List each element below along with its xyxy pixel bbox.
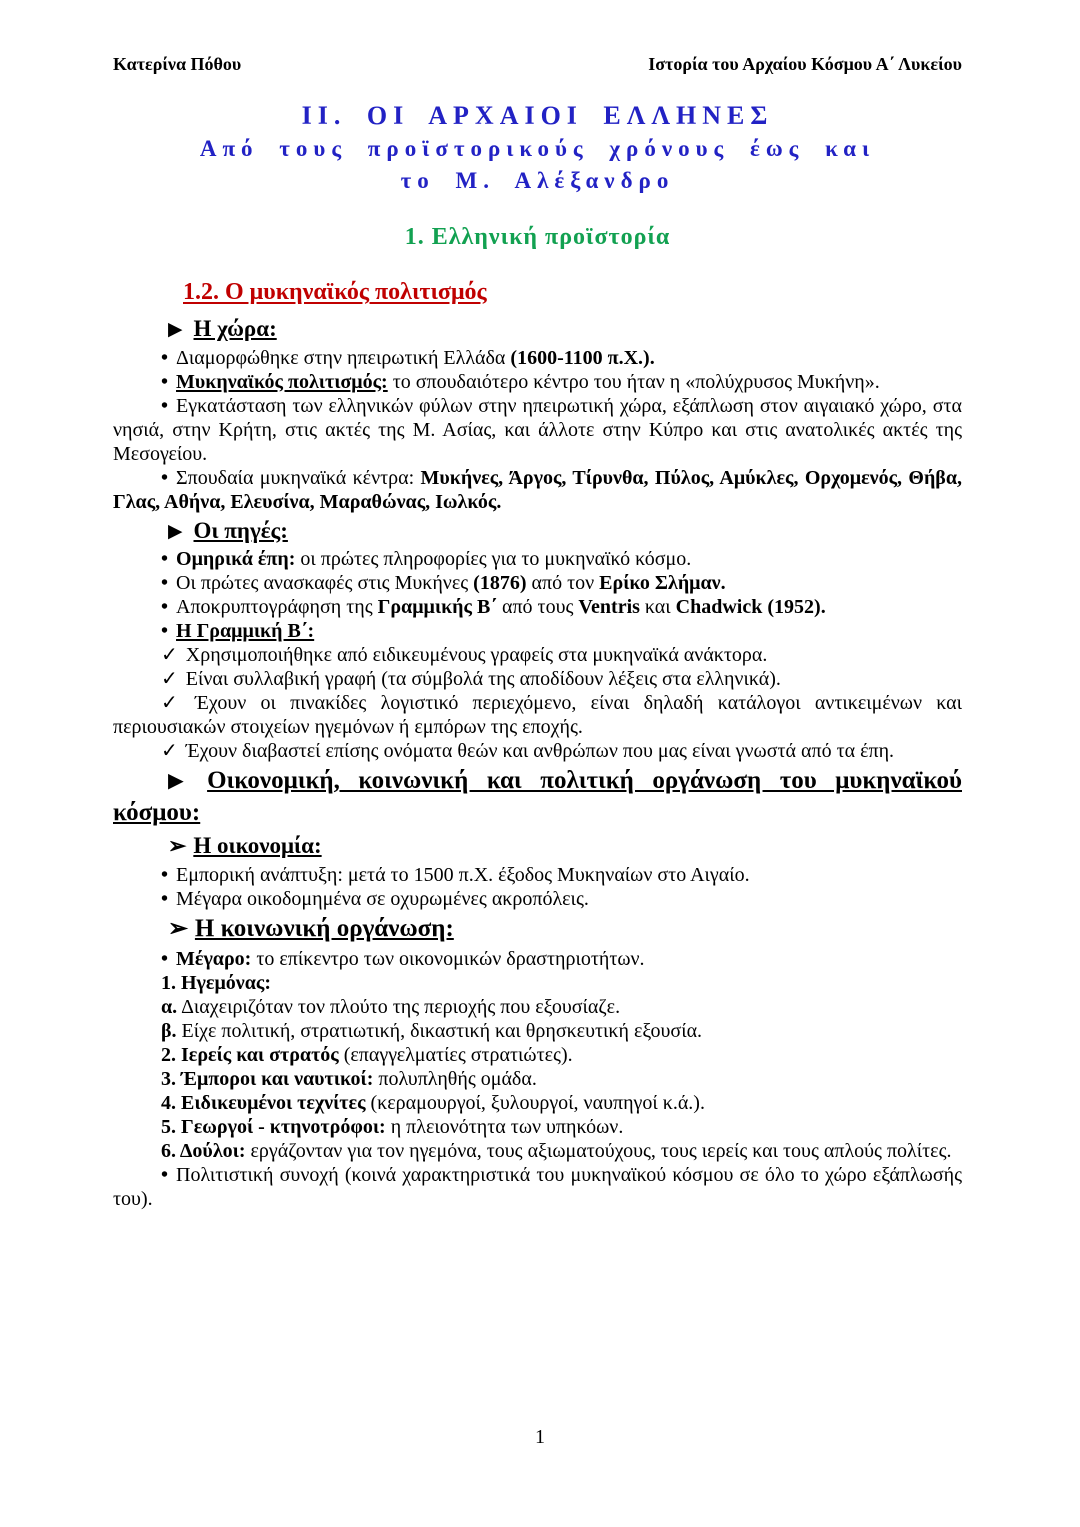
main-title — [113, 99, 962, 198]
text-run: β. — [161, 1019, 177, 1042]
paragraph — [113, 691, 962, 739]
bullet-marker: • — [161, 466, 169, 489]
text-run: Έχουν διαβαστεί επίσης ονόματα θεών και ανθρώπων που μας είναι γνωστά από τα έπη. — [185, 739, 895, 762]
text-run: Ventris — [578, 595, 640, 618]
paragraph — [113, 619, 962, 643]
paragraph — [113, 346, 962, 370]
paragraph — [113, 1139, 962, 1163]
text-run: Χρησιμοποιήθηκε από ειδικευμένους γραφείς στα μυκηναϊκά ανάκτορα. — [185, 643, 768, 666]
triangle-icon: ▶ — [168, 769, 197, 792]
bullet-marker: • — [161, 887, 169, 910]
text-run: Είναι συλλαβική γραφή (τα σύμβολά της αποδίδουν λέξεις στα ελληνικά). — [185, 667, 781, 690]
main-title-line: το Μ. Αλέξανδρο — [400, 168, 675, 194]
text-run: (1952). — [767, 595, 826, 618]
text-run: Εμπορική ανάπτυξη: μετά το 1500 π.Χ. έξοδος Μυκηναίων στο Αιγαίο. — [176, 863, 750, 886]
text-run: (1876) — [473, 571, 527, 594]
paragraph — [113, 947, 962, 971]
paragraph — [113, 547, 962, 571]
text-run: Ερίκο Σλήμαν. — [599, 571, 726, 594]
text-run: α. — [161, 995, 178, 1018]
paragraph — [113, 1163, 962, 1211]
text-run: 3. Έμποροι και ναυτικοί: — [161, 1067, 374, 1090]
page-header — [113, 54, 962, 75]
page-footer — [0, 1426, 1080, 1449]
paragraph — [113, 863, 962, 887]
heading — [113, 831, 962, 861]
triangle-icon: ▶ — [168, 319, 183, 341]
text-run: από τον — [526, 571, 600, 594]
paragraph — [113, 887, 962, 911]
triangle-icon: ▶ — [168, 520, 183, 542]
paragraph — [113, 1043, 962, 1067]
text-run: 4. Ειδικευμένοι τεχνίτες — [161, 1091, 366, 1114]
text-run: Διαμορφώθηκε στην ηπειρωτική Ελλάδα — [176, 346, 511, 369]
text-run: Μέγαρο: — [176, 947, 252, 970]
bullet-marker: • — [161, 619, 169, 642]
text-run: Chadwick — [675, 595, 763, 618]
text-run: Γραμμικής Β΄ — [377, 595, 497, 618]
bullet-marker: • — [161, 595, 169, 618]
heading — [113, 765, 962, 829]
paragraph — [113, 667, 962, 691]
text-run: η πλειονότητα των υπηκόων. — [385, 1115, 624, 1138]
text-run: Ομηρικά έπη: — [176, 547, 296, 570]
bullet-marker: • — [161, 1163, 169, 1186]
paragraph — [113, 571, 962, 595]
paragraph — [113, 1091, 962, 1115]
paragraph — [113, 971, 962, 995]
heading — [113, 913, 962, 945]
bullet-marker: • — [161, 346, 169, 369]
paragraph — [113, 466, 962, 514]
text-run: το σπουδαιότερο κέντρο του ήταν η «πολύχρυσος Μυκήνη». — [387, 370, 880, 393]
check-icon: ✓ — [161, 667, 178, 690]
text-run: Πολιτιστική συνοχή (κοινά χαρακτηριστικά του μυκηναϊκού κόσμου σε όλο το χώρο εξάπλωσής του). — [113, 1163, 962, 1210]
text-run: Μέγαρα οικοδομημένα σε οχυρωμένες ακροπόλεις. — [176, 887, 589, 910]
bullet-marker: • — [161, 863, 169, 886]
paragraph — [113, 1115, 962, 1139]
text-run: Μυκήνες, Άργος, Τίρυνθα, Πύλος, Αμύκλες, Ορχομενός, Θήβα, Γλας, Αθήνα, Ελευσίνα, Μαραθώνας, Ιωλκός. — [113, 466, 962, 513]
paragraph — [113, 394, 962, 466]
heading — [113, 516, 962, 545]
bullet-marker: • — [161, 547, 169, 570]
check-icon: ✓ — [161, 691, 187, 714]
text-run: Η οικονομία: — [193, 832, 322, 858]
bullet-marker: • — [161, 394, 169, 417]
text-run: Διαχειριζόταν τον πλούτο της περιοχής που εξουσίαζε. — [177, 995, 621, 1018]
main-title-line: ΙΙ. ΟΙ ΑΡΧΑΙΟΙ ΕΛΛΗΝΕΣ — [301, 101, 774, 130]
paragraph — [113, 595, 962, 619]
arrow-icon: ➢ — [168, 833, 187, 858]
text-run: Είχε πολιτική, στρατιωτική, δικαστική και θρησκευτική εξουσία. — [176, 1019, 703, 1042]
text-run: Οι πρώτες ανασκαφές στις Μυκήνες — [176, 571, 474, 594]
text-run: Αποκρυπτογράφηση της — [176, 595, 378, 618]
bullet-marker: • — [161, 370, 169, 393]
text-run: Οι πηγές: — [193, 517, 288, 543]
text-run: (κεραμουργοί, ξυλουργοί, ναυπηγοί κ.ά.). — [365, 1091, 705, 1114]
text-run: (επαγγελματίες στρατιώτες). — [338, 1043, 573, 1066]
heading — [113, 314, 962, 343]
text-run: Η χώρα: — [193, 316, 277, 342]
text-run: Οικονομική, κοινωνική και πολιτική οργάνωση του μυκηναϊκού κόσμου: — [113, 766, 962, 826]
text-run: 5. Γεωργοί - κτηνοτρόφοι: — [161, 1115, 386, 1138]
text-run: 1. Ηγεμόνας: — [161, 971, 271, 994]
text-run: οι πρώτες πληροφορίες για το μυκηναϊκό κόσμο. — [295, 547, 692, 570]
text-run: από τους — [496, 595, 579, 618]
header-author: Κατερίνα Πόθου — [113, 54, 242, 74]
paragraph — [113, 370, 962, 394]
paragraph — [113, 643, 962, 667]
section-title-text: 1.2. Ο μυκηναϊκός πολιτισμός — [183, 279, 487, 306]
text-run: Σπουδαία μυκηναϊκά κέντρα: — [176, 466, 421, 489]
text-run: Η Γραμμική Β΄: — [176, 619, 315, 642]
header-course: Ιστορία του Αρχαίου Κόσμου Α΄ Λυκείου — [648, 54, 962, 74]
check-icon: ✓ — [161, 739, 178, 762]
text-run: πολυπληθής ομάδα. — [373, 1067, 537, 1090]
bullet-marker: • — [161, 947, 169, 970]
paragraph — [113, 995, 962, 1019]
page-number: 1 — [535, 1426, 545, 1448]
text-run: το επίκεντρο των οικονομικών δραστηριοτήτων. — [251, 947, 645, 970]
bullet-marker: • — [161, 571, 169, 594]
text-run: Εγκατάσταση των ελληνικών φύλων στην ηπειρωτική χώρα, εξάπλωση στον αιγαιακό χώρο, στα νησιά, στην Κρήτη, στις ακτές της Μ. Ασίας, και άλλοτε στην Κύπρο και στις ανατολικές ακτές της Μεσογείου. — [113, 394, 962, 465]
check-icon: ✓ — [161, 643, 178, 666]
document-body — [113, 314, 962, 1211]
text-run: Μυκηναϊκός πολιτισμός: — [176, 370, 388, 393]
paragraph — [113, 739, 962, 763]
paragraph — [113, 1019, 962, 1043]
text-run: (1600-1100 π.Χ.). — [510, 346, 655, 369]
paragraph — [113, 1067, 962, 1091]
text-run: και — [639, 595, 676, 618]
text-run: Έχουν οι πινακίδες λογιστικό περιεχόμενο, είναι δηλαδή κατάλογοι αντικειμένων και περιουσιακών στοιχείων ηγεμόνων ή εμπόρων της εποχής. — [113, 691, 962, 738]
text-run: εργάζονταν για τον ηγεμόνα, τους αξιωματούχους, τους ιερείς και τους απλούς πολίτες. — [245, 1139, 952, 1162]
chapter-title: 1. Ελληνική προϊστορία — [404, 224, 671, 251]
text-run: 2. Ιερείς και στρατός — [161, 1043, 339, 1066]
text-run: 6. Δούλοι: — [161, 1139, 246, 1162]
arrow-icon: ➢ — [168, 915, 188, 942]
main-title-line: Από τους προϊστορικούς χρόνους έως και — [199, 135, 876, 161]
text-run: Η κοινωνική οργάνωση: — [194, 914, 454, 942]
section-title — [183, 279, 962, 306]
